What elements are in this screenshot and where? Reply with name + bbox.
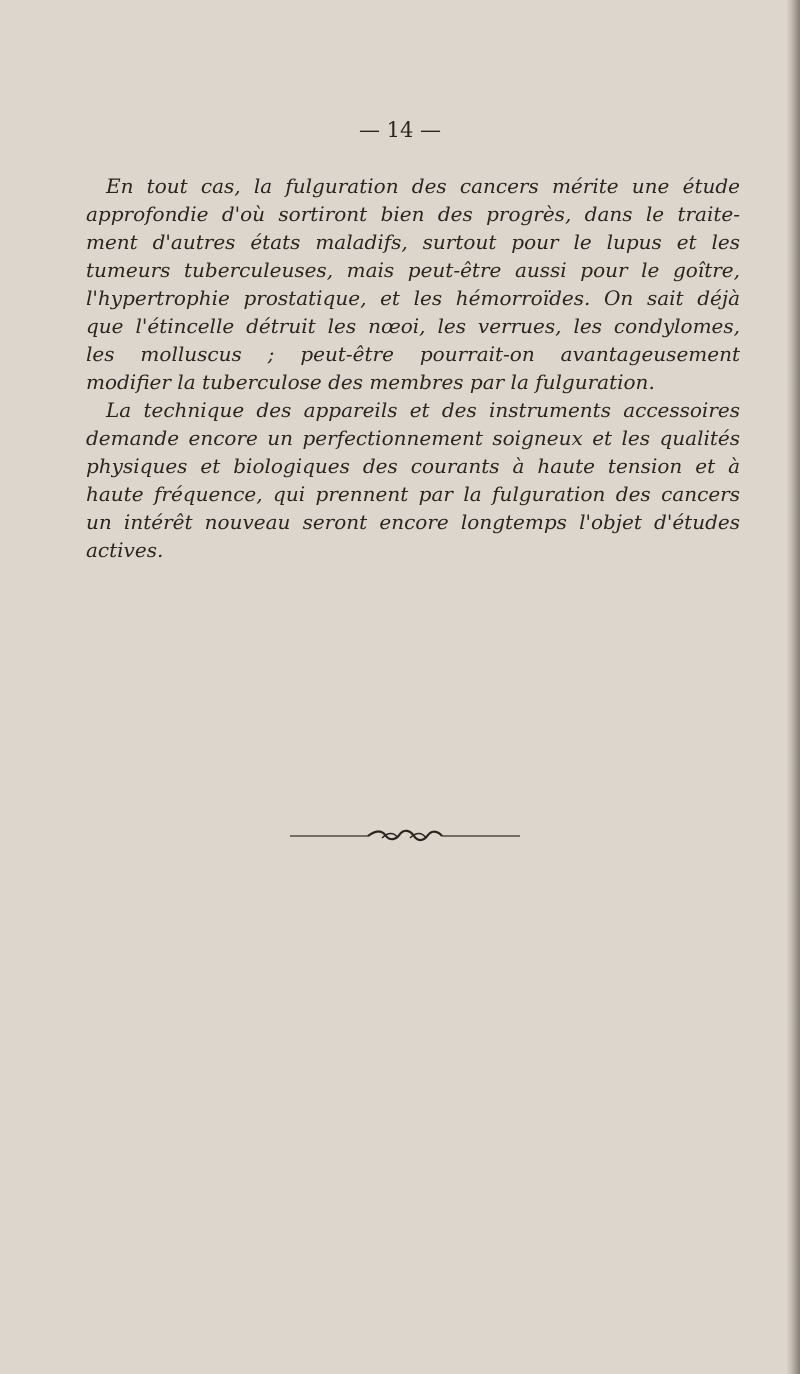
text-line: En tout cas, la fulguration des cancers mérite une étude xyxy=(106,174,740,198)
text-line: demande encore un perfectionnement soigneux et les qualités xyxy=(86,426,740,450)
text-line: l'hypertrophie prostatique, et les hémorroïdes. On sait déjà xyxy=(86,286,740,310)
body-text xyxy=(86,172,740,564)
text-line: actives. xyxy=(86,538,164,562)
text-line: haute fréquence, qui prennent par la fulguration des cancers xyxy=(86,482,740,506)
text-line: les molluscus ; peut-être pourrait-on avantageusement xyxy=(86,342,740,366)
text-line: tumeurs tuberculeuses, mais peut-être aussi pour le goître, xyxy=(86,258,740,282)
text-line: physiques et biologiques des courants à haute tension et à xyxy=(86,454,740,478)
tailpiece-ornament-icon xyxy=(290,826,520,846)
text-line: ment d'autres états maladifs, surtout pour le lupus et les xyxy=(86,230,740,254)
page-edge-shadow xyxy=(786,0,800,1374)
text-line: un intérêt nouveau seront encore longtemps l'objet d'études xyxy=(86,510,740,534)
page-number: — 14 — xyxy=(358,118,442,142)
text-line: que l'étincelle détruit les nœoi, les verrues, les condylomes, xyxy=(86,314,740,338)
text-line: approfondie d'où sortiront bien des progrès, dans le traite- xyxy=(86,202,740,226)
text-line: modifier la tuberculose des membres par la fulguration. xyxy=(86,370,655,394)
text-line: La technique des appareils et des instruments accessoires xyxy=(106,398,740,422)
